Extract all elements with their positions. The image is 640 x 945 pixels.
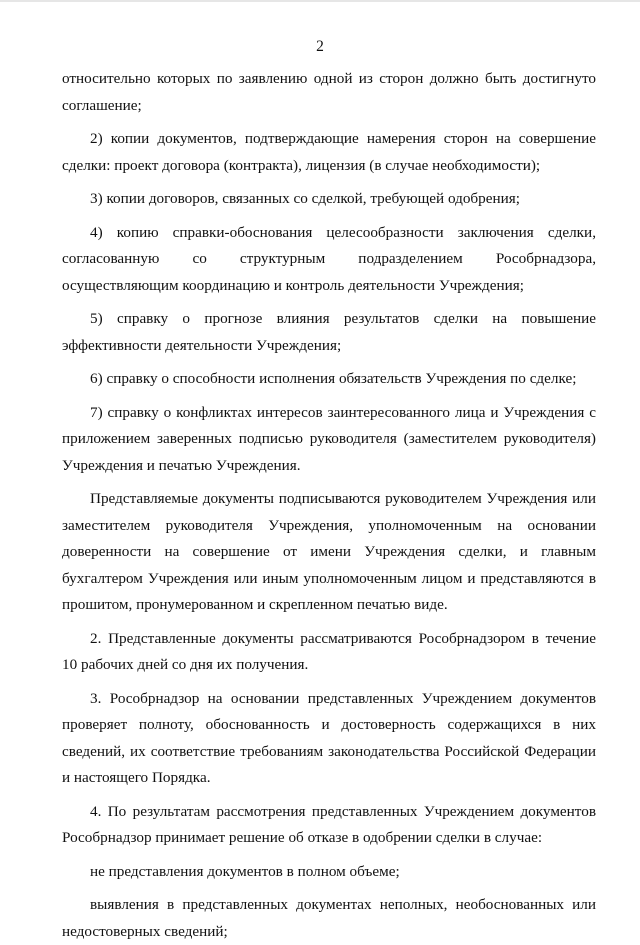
- list-item-5: 5) справку о прогнозе влияния результатов сделки на повышение эффективности деятельности Учреждения;: [62, 310, 596, 354]
- page-number: 2: [316, 38, 324, 55]
- document-body: [62, 66, 596, 945]
- clause-3: 3. Рособрнадзор на основании представленных Учреждением документов проверяет полноту, обоснованность и достоверность содержащихся в них сведений, их соответствие требованиям законодательства Российской Федерации и настоящего Порядка.: [62, 689, 596, 786]
- list-item-4: 4) копию справки-обоснования целесообразности заключения сделки, согласованную со структурным подразделением Рособрнадзора, осуществляющим координацию и контроль деятельности Учреждения;: [62, 223, 596, 294]
- clause-2: 2. Представленные документы рассматриваются Рособрнадзором в течение 10 рабочих дней со дня их получения.: [62, 629, 596, 673]
- page-top-edge: [0, 0, 640, 2]
- refusal-reason-1: не представления документов в полном объеме;: [90, 862, 400, 880]
- list-item-3: 3) копии договоров, связанных со сделкой, требующей одобрения;: [90, 190, 520, 207]
- list-item-2: 2) копии документов, подтверждающие намерения сторон на совершение сделки: проект договора (контракта), лицензия (в случае необходимости);: [62, 130, 596, 174]
- list-item-6: 6) справку о способности исполнения обязательств Учреждения по сделке;: [90, 370, 577, 387]
- paragraph-signing-rules: Представляемые документы подписываются руководителем Учреждения или заместителем руководителя Учреждения, уполномоченным на основании доверенности на совершение от имени Учреждения сделки, и главным бухгалтером Учреждения или иным уполномоченным лицом и представляются в прошитом, пронумерованном и скрепленном печатью виде.: [62, 490, 596, 613]
- list-item-7: 7) справку о конфликтах интересов заинтересованного лица и Учреждения с приложением заверенных подписью руководителя (заместителем руководителя) Учреждения и печатью Учреждения.: [62, 403, 596, 474]
- clause-4: 4. По результатам рассмотрения представленных Учреждением документов Рособрнадзор принимает решение об отказе в одобрении сделки в случае:: [62, 802, 596, 846]
- paragraph-continuation: относительно которых по заявлению одной из сторон должно быть достигнуто соглашение;: [62, 70, 596, 114]
- refusal-reason-2: выявления в представленных документах неполных, необоснованных или недостоверных сведений;: [62, 896, 596, 940]
